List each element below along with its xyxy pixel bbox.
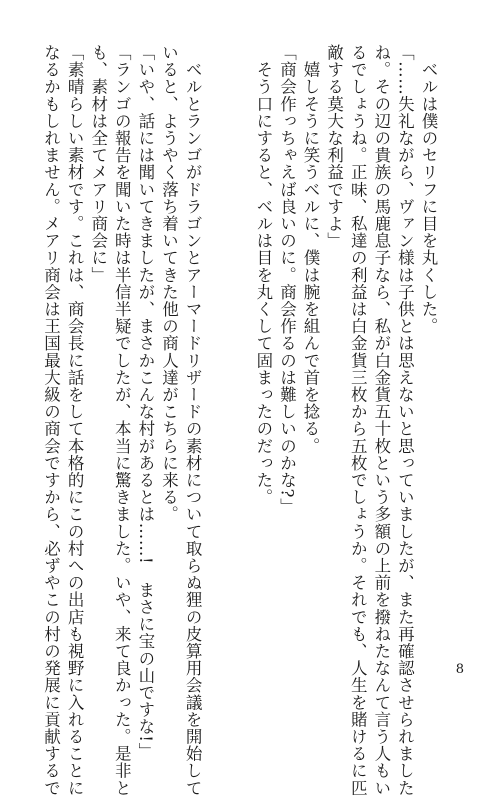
page-number: 8 bbox=[455, 662, 464, 677]
text-line: 「素晴らしい素材です。これは、商会長に話をして本格的にこの村への出店も視野に入れることに bbox=[65, 44, 85, 796]
text-line: そう口にすると、ベルは目を丸くして固まったのだった。 bbox=[253, 44, 273, 506]
text-line: 敵する莫大な利益ですよ」 bbox=[324, 44, 344, 250]
text-line: ね。その辺の貴族の馬鹿息子なら、私が白金貨五十枚という多額の上前を撥ねたなんて言う人もい bbox=[371, 44, 391, 796]
text-line: 嬉しそうに笑うベルに、僕は腕を組んで首を捻る。 bbox=[301, 44, 321, 455]
text-line: 「いや、話には聞いてきましたが、まさかこんな村があるとは……! まさに宝の山ですな!」 bbox=[135, 44, 155, 760]
text-line: 「ランゴの報告を聞いた時は半信半疑でしたが、本当に驚きました。いや、来て良かった。是非と bbox=[112, 44, 132, 796]
blank-line bbox=[228, 44, 252, 648]
text-line: も、素材は全てメアリ商会に」 bbox=[88, 44, 108, 284]
text-line: 「商会作っちゃえば良いのに。商会作るのは難しいのかな?」 bbox=[277, 44, 297, 516]
blank-line bbox=[204, 44, 228, 648]
text-line: いると、ようやく落ち着いてきた他の商人達がこちらに来る。 bbox=[159, 44, 179, 523]
text-line: なるかもしれません。メアリ商会は王国最大級の商会ですから、必ずやこの村の発展に貢献するで bbox=[41, 44, 61, 796]
vertical-text-body bbox=[41, 44, 440, 796]
text-line: 「……失礼ながら、ヴァン様は子供とは思えないと思っていましたが、また再確認させられました bbox=[395, 44, 415, 796]
text-line: ベルは僕のセリフに目を丸くした。 bbox=[419, 44, 438, 335]
text-line: ベルとランゴがドラゴンとアーマードリザードの素材について取らぬ狸の皮算用会議を開始して bbox=[183, 44, 203, 796]
text-line: るでしょうね。正味、私達の利益は白金貨三枚から五枚でしょうか。それでも、人生を賭けるに匹 bbox=[348, 44, 368, 796]
